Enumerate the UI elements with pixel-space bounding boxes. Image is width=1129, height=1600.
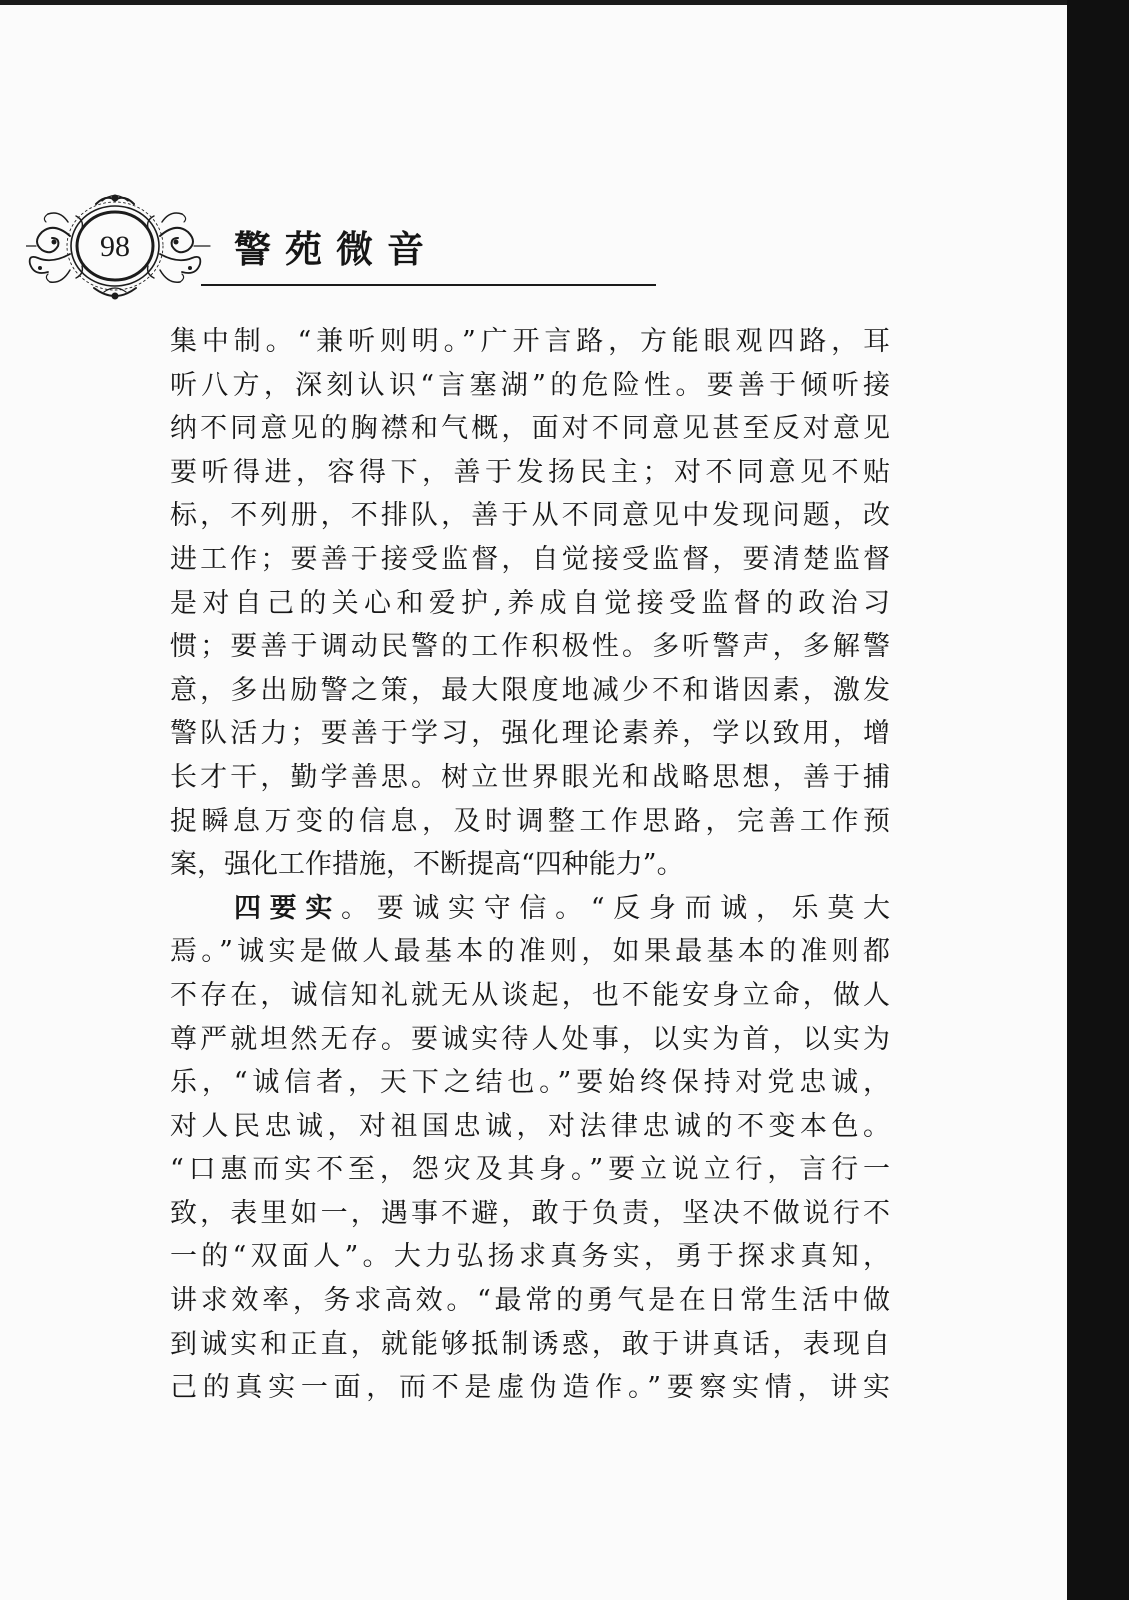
text-line: 集中制。“兼听则明。”广开言路，方能眼观四路，耳 xyxy=(170,326,890,357)
page-number: 98 xyxy=(100,230,130,263)
scan-right-edge xyxy=(1067,0,1129,1600)
text-line: 警队活力；要善于学习，强化理论素养，学以致用，增 xyxy=(170,718,890,750)
text-line: 意，多出励警之策，最大限度地减少不和谐因素，激发 xyxy=(170,674,890,706)
paragraph-end-line: 案，强化工作措施，不断提高“四种能力”。 xyxy=(170,849,684,881)
text-line: 长才干，勤学善思。树立世界眼光和战略思想，善于捕 xyxy=(170,761,890,793)
text-line: “口惠而实不至，怨灾及其身。”要立说立行，言行一 xyxy=(170,1154,890,1186)
running-title: 警苑微音 xyxy=(234,228,438,271)
text-line: 捉瞬息万变的信息，及时调整工作思路，完善工作预 xyxy=(170,805,890,837)
section-first-line-text: 。要诚实守信。“反身而诚，乐莫大 xyxy=(341,892,890,924)
text-line: 是对自己的关心和爱护,养成自觉接受监督的政治习 xyxy=(170,587,890,619)
text-line: 一的“双面人”。大力弘扬求真务实，勇于探求真知， xyxy=(170,1241,890,1273)
text-line: 对人民忠诚，对祖国忠诚，对法律忠诚的不变本色。 xyxy=(170,1110,890,1142)
text-line: 焉。”诚实是做人最基本的准则，如果最基本的准则都 xyxy=(170,936,890,968)
text-line: 致，表里如一，遇事不避，敢于负责，坚决不做说行不 xyxy=(170,1197,890,1229)
text-line: 讲求效率，务求高效。“最常的勇气是在日常生活中做 xyxy=(170,1285,890,1317)
text-line: 惯；要善于调动民警的工作积极性。多听警声，多解警 xyxy=(170,631,890,663)
text-line: 己的真实一面，而不是虚伪造作。”要察实情，讲实 xyxy=(170,1372,890,1404)
header-rule xyxy=(201,284,656,286)
text-line: 标，不列册，不排队，善于从不同意见中发现问题，改 xyxy=(170,500,890,532)
body-text xyxy=(170,320,890,1410)
text-line: 要听得进，容得下，善于发扬民主；对不同意见不贴 xyxy=(170,456,890,488)
text-line: 进工作；要善于接受监督，自觉接受监督，要清楚监督 xyxy=(170,543,890,575)
text-line: 乐，“诚信者，天下之结也。”要始终保持对党忠诚， xyxy=(170,1067,890,1099)
text-line: 听八方，深刻认识“言塞湖”的危险性。要善于倾听接 xyxy=(170,369,890,401)
text-line: 尊严就坦然无存。要诚实待人处事，以实为首，以实为 xyxy=(170,1023,890,1055)
section-lead: 四要实 xyxy=(234,892,342,924)
text-line: 纳不同意见的胸襟和气概，面对不同意见甚至反对意见 xyxy=(170,413,890,445)
text-line: 不存在，诚信知礼就无从谈起，也不能安身立命，做人 xyxy=(170,979,890,1011)
section-first-line xyxy=(170,887,890,931)
text-line: 到诚实和正直，就能够抵制诱惑，敢于讲真话，表现自 xyxy=(170,1328,890,1360)
